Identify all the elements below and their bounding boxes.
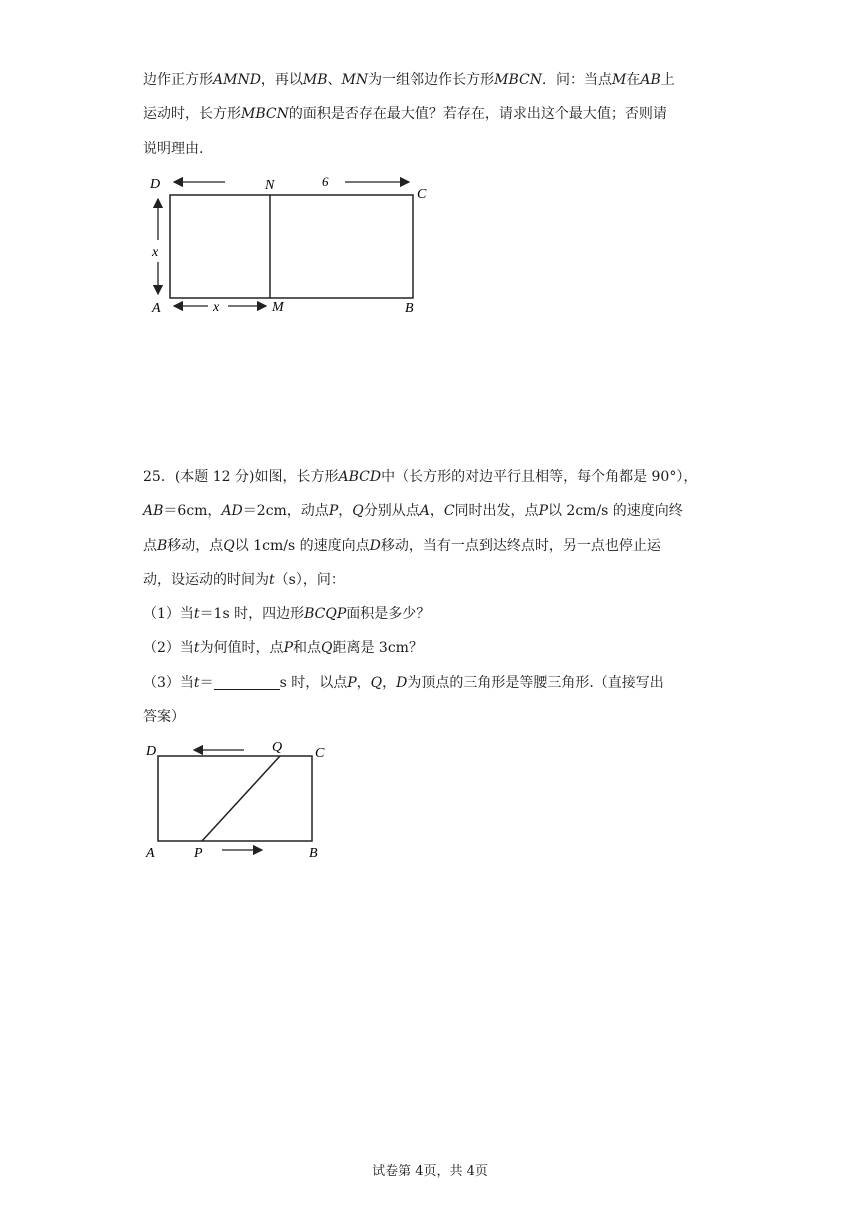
q24-figure <box>140 168 440 318</box>
label-A: A <box>146 846 155 861</box>
label-D: D <box>146 744 157 759</box>
q25-sub-3: （3）当t＝ s 时，以点P，Q，D为顶点的三角形是等腰三角形.（直接写出 <box>143 675 664 691</box>
q24-line-2: 运动时，长方形MBCN的面积是否存在最大值？若存在，请求出这个最大值；否则请 <box>143 106 667 122</box>
label-P: P <box>194 846 203 861</box>
q25-line-4: 动，设运动的时间为t（s），问： <box>143 572 345 588</box>
label-x-bottom: x <box>213 300 220 315</box>
q24-line-3: 说明理由. <box>143 141 204 157</box>
label-D: D <box>150 177 161 192</box>
label-Q: Q <box>272 740 283 755</box>
q25-figure <box>140 735 340 865</box>
q25-line-3: 点B移动，点Q以 1cm/s 的速度向点D移动，当有一点到达终点时，另一点也停止运 <box>143 538 661 554</box>
answer-blank[interactable] <box>214 675 280 690</box>
q25-line-2: AB＝6cm，AD＝2cm，动点P，Q分别从点A，C同时出发，点P以 2cm/s 的速度向终 <box>143 503 683 519</box>
label-M: M <box>272 300 284 315</box>
q25-line-1: 25．(本题 12 分)如图，长方形ABCD中（长方形的对边平行且相等，每个角都是 90°）， <box>143 469 698 485</box>
label-x-side: x <box>152 245 159 260</box>
label-N: N <box>265 178 275 193</box>
q25-sub-3-line-2: 答案） <box>143 709 185 725</box>
q25-sub-2: （2）当t为何值时，点P和点Q距离是 3cm？ <box>143 640 423 656</box>
label-B: B <box>309 846 318 861</box>
label-6: 6 <box>322 174 329 189</box>
label-C: C <box>315 746 325 761</box>
q24-line-1: 边作正方形AMND，再以MB、MN为一组邻边作长方形MBCN．问：当点M在AB上 <box>143 72 675 88</box>
label-A: A <box>152 301 161 316</box>
q25-sub-1: （1）当t＝1s 时，四边形BCQP面积是多少？ <box>143 606 431 622</box>
page-footer: 试卷第 4页，共 4页 <box>372 1164 488 1179</box>
label-C: C <box>417 187 427 202</box>
label-B: B <box>405 301 414 316</box>
